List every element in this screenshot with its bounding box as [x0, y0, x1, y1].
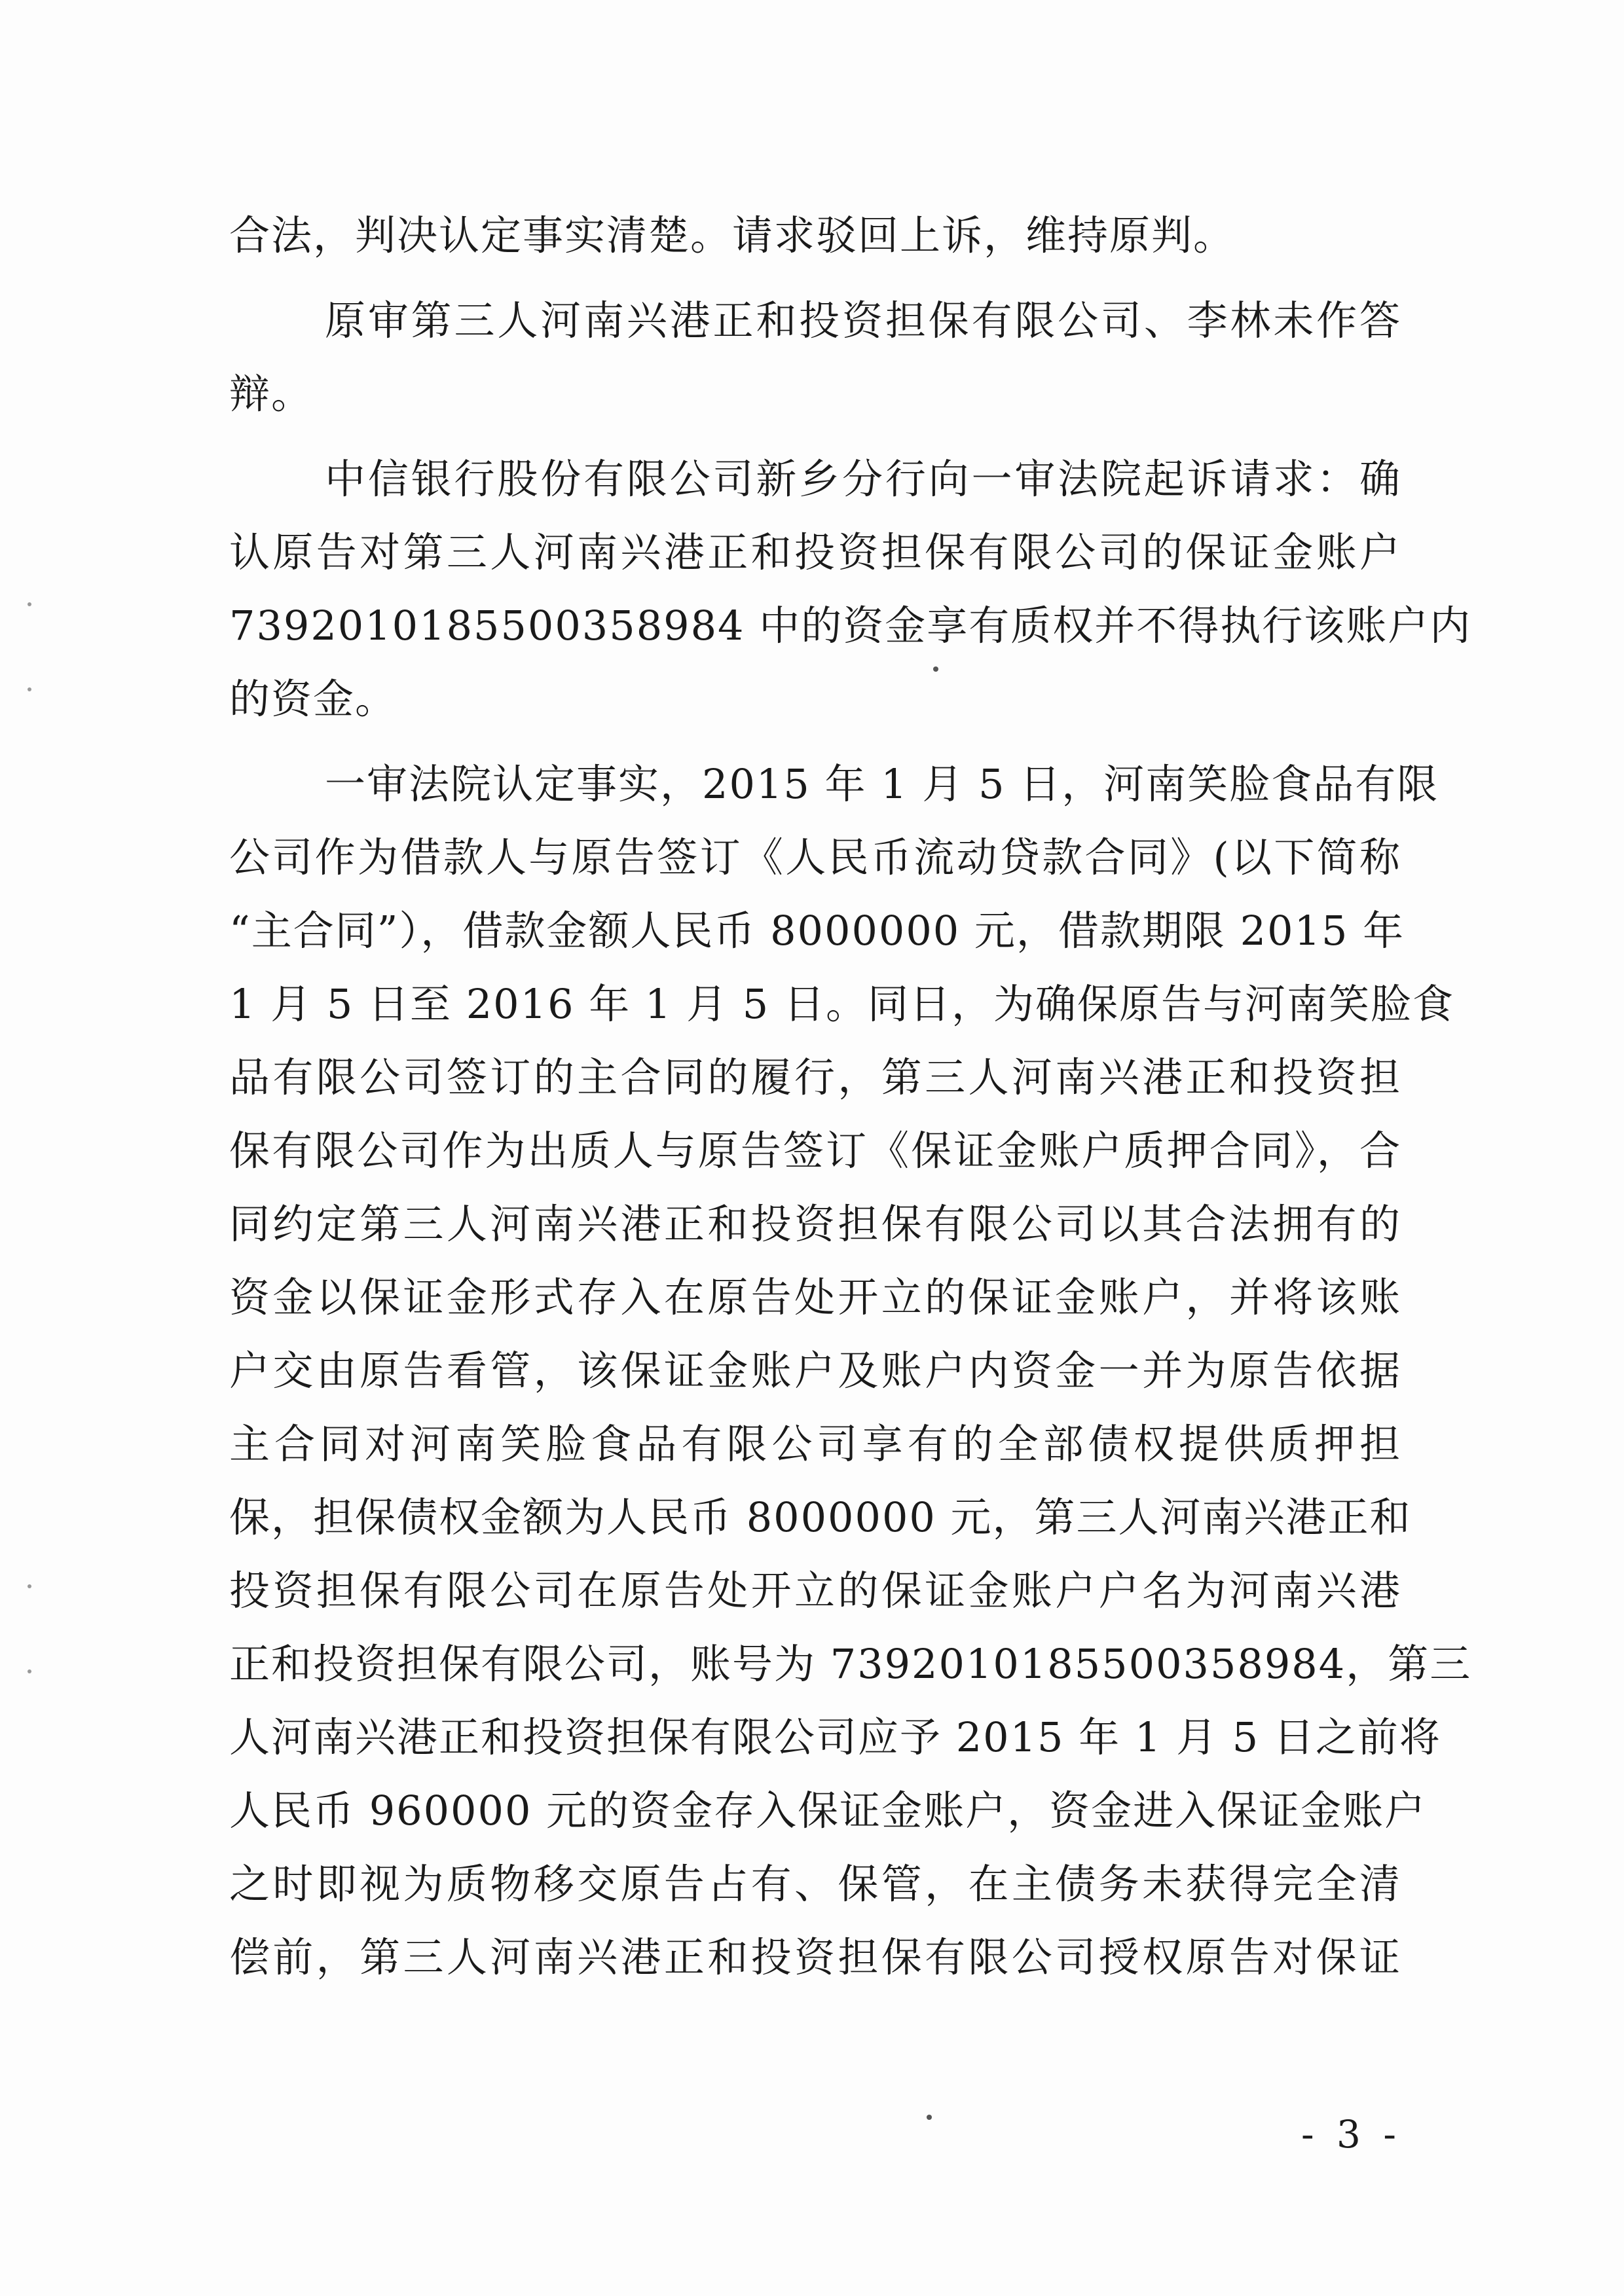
text-line: 保，担保债权金额为人民币 8000000 元，第三人河南兴港正和 — [229, 1493, 1412, 1541]
scan-speck — [28, 687, 31, 691]
text-line: 合法，判决认定事实清楚。请求驳回上诉，维持原判。 — [229, 211, 1236, 259]
text-line: 正和投资担保有限公司，账号为 7392010185500358984，第三 — [229, 1640, 1472, 1688]
scan-speck — [927, 2115, 932, 2120]
text-line: 之时即视为质物移交原告占有、保管，在主债务未获得完全清 — [229, 1860, 1401, 1908]
text-line: 品有限公司签订的主合同的履行，第三人河南兴港正和投资担 — [229, 1053, 1401, 1101]
text-line: 主合同对河南笑脸食品有限公司享有的全部债权提供质押担 — [229, 1420, 1401, 1468]
text-line: 同约定第三人河南兴港正和投资担保有限公司以其合法拥有的 — [229, 1200, 1401, 1248]
scan-speck — [28, 1584, 31, 1588]
text-line: 1 月 5 日至 2016 年 1 月 5 日。同日，为确保原告与河南笑脸食 — [229, 980, 1454, 1028]
text-line: 中信银行股份有限公司新乡分行向一审法院起诉请求：确 — [325, 455, 1401, 503]
text-line: 7392010185500358984 中的资金享有质权并不得执行该账户内 — [229, 602, 1472, 649]
text-line: 资金以保证金形式存入在原告处开立的保证金账户，并将该账 — [229, 1273, 1401, 1321]
text-line: 人民币 960000 元的资金存入保证金账户，资金进入保证金账户 — [229, 1787, 1427, 1834]
text-line: “主合同”），借款金额人民币 8000000 元，借款期限 2015 年 — [229, 907, 1405, 955]
text-line: 的资金。 — [229, 675, 397, 723]
text-line: 户交由原告看管，该保证金账户及账户内资金一并为原告依据 — [229, 1347, 1401, 1394]
scan-speck — [28, 1669, 31, 1673]
text-line: 原审第三人河南兴港正和投资担保有限公司、李林未作答 — [325, 297, 1401, 344]
text-line: 偿前，第三人河南兴港正和投资担保有限公司授权原告对保证 — [229, 1933, 1401, 1981]
scan-speck — [933, 666, 938, 672]
page-number: - 3 - — [1301, 2112, 1401, 2157]
text-line: 人河南兴港正和投资担保有限公司应予 2015 年 1 月 5 日之前将 — [229, 1713, 1441, 1761]
text-line: 辩。 — [229, 370, 314, 418]
text-line: 保有限公司作为出质人与原告签订《保证金账户质押合同》，合 — [229, 1127, 1401, 1175]
text-line: 一审法院认定事实，2015 年 1 月 5 日，河南笑脸食品有限 — [325, 760, 1439, 808]
text-line: 认原告对第三人河南兴港正和投资担保有限公司的保证金账户 — [229, 528, 1401, 576]
text-line: 公司作为借款人与原告签订《人民币流动贷款合同》(以下简称 — [229, 833, 1401, 881]
scan-speck — [28, 602, 31, 606]
text-line: 投资担保有限公司在原告处开立的保证金账户户名为河南兴港 — [229, 1567, 1401, 1614]
